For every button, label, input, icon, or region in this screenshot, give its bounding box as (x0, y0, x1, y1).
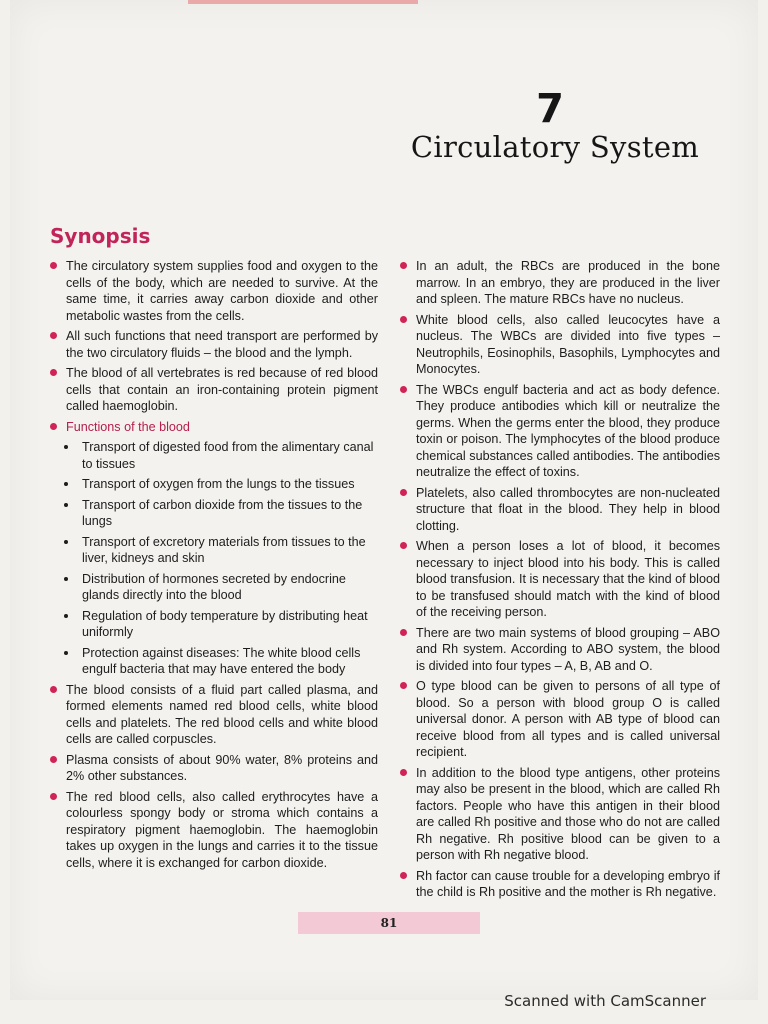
function-list-item (50, 497, 378, 530)
functions-heading (50, 419, 378, 436)
point-text: Regulation of body temperature by distributing heat uniformly (82, 608, 368, 639)
left-column (50, 258, 378, 875)
bullet-icon (50, 793, 57, 800)
point-text: White blood cells, also called leucocytes have a nucleus. The WBCs are divided into five types – Neutrophils, Eosinophils, Basophils, Lymphocytes and Monocytes. (416, 312, 720, 376)
point-text: Functions of the blood (66, 419, 190, 434)
point-text: O type blood can be given to persons of all type of blood. So a person with blood group O is called universal donor. A person with AB type of blood can receive blood from all types and is called universal recipient. (416, 679, 720, 759)
top-edge-mark (188, 0, 418, 4)
synopsis-point (400, 868, 720, 901)
small-bullet-icon (64, 503, 68, 507)
bullet-icon (400, 316, 407, 323)
point-text: The blood of all vertebrates is red because of red blood cells that contain an iron-containing protein pigment called haemoglobin. (66, 366, 378, 413)
point-text: Distribution of hormones secreted by endocrine glands directly into the blood (82, 571, 346, 602)
bullet-icon (400, 769, 407, 776)
bullet-icon (50, 423, 57, 430)
function-list-item (50, 645, 378, 678)
page-number: 81 (298, 912, 480, 934)
small-bullet-icon (64, 577, 68, 581)
bullet-icon (50, 262, 57, 269)
bullet-icon (400, 872, 407, 879)
function-list-item (50, 476, 378, 493)
point-text: Platelets, also called thrombocytes are non-nucleated structure that float in the blood. They help in blood clotting. (416, 485, 720, 533)
chapter-number: 7 (536, 86, 564, 132)
small-bullet-icon (64, 445, 68, 449)
bullet-icon (50, 332, 57, 339)
point-text: Transport of carbon dioxide from the tissues to the lungs (82, 497, 363, 528)
point-text: The red blood cells, also called erythrocytes have a colourless spongy body or stroma which contains a respiratory pigment haemoglobin. The haemoglobin takes up oxygen in the lungs and carries it to the tissue cells, where it is exchanged for carbon dioxide. (66, 789, 378, 870)
point-text: Transport of digested food from the alimentary canal to tissues (82, 440, 374, 471)
point-text: Protection against diseases: The white blood cells engulf bacteria that may have entered the body (82, 645, 361, 676)
function-list-item (50, 534, 378, 567)
synopsis-point (400, 312, 720, 378)
point-text: In an adult, the RBCs are produced in the bone marrow. In an embryo, they are produced in the liver and spleen. The mature RBCs have no nucleus. (416, 259, 720, 306)
small-bullet-icon (64, 540, 68, 544)
function-list-item (50, 571, 378, 604)
bullet-icon (400, 386, 407, 393)
point-text: Transport of excretory materials from tissues to the liver, kidneys and skin (82, 534, 366, 565)
chapter-title: Circulatory System (410, 130, 700, 164)
point-text: Rh factor can cause trouble for a developing embryo if the child is Rh positive and the mother is Rh negative. (416, 868, 720, 899)
point-text: Transport of oxygen from the lungs to the tissues (82, 477, 355, 491)
bullet-icon (400, 629, 407, 636)
bullet-icon (50, 369, 57, 376)
point-text: In addition to the blood type antigens, other proteins may also be present in the blood, which are called Rh factors. People who have this antigen in their blood are called Rh positive and those who do not are called Rh negative. Rh positive blood can be given to a person with Rh negative blood. (416, 765, 720, 862)
small-bullet-icon (64, 651, 68, 655)
synopsis-point (50, 789, 378, 872)
bullet-icon (400, 682, 407, 689)
point-text: The WBCs engulf bacteria and act as body defence. They produce antibodies which kill or neutralize the germs. When the germs enter the blood, they produce toxin or poison. The lymphocytes of the blood produce chemical substances called antibodies. The antibodies neutralize the effect of toxins. (416, 382, 720, 479)
synopsis-point (400, 625, 720, 675)
point-text: The blood consists of a fluid part called plasma, and formed elements named red blood cells, white blood cells and platelets. The red blood cells and white blood cells are called corpuscles. (66, 682, 378, 746)
synopsis-point (400, 678, 720, 761)
synopsis-point (400, 765, 720, 864)
right-column (400, 258, 720, 905)
scanned-page (10, 0, 758, 1000)
small-bullet-icon (64, 614, 68, 618)
bullet-icon (50, 756, 57, 763)
point-text: The circulatory system supplies food and oxygen to the cells of the body, which are needed to survive. At the same time, it carries away carbon dioxide and other metabolic wastes from the cells. (66, 259, 378, 323)
synopsis-point (50, 365, 378, 415)
synopsis-point (50, 328, 378, 361)
function-list-item (50, 439, 378, 472)
synopsis-point (400, 258, 720, 308)
synopsis-point (400, 538, 720, 621)
synopsis-heading: Synopsis (50, 224, 151, 248)
bullet-icon (50, 686, 57, 693)
synopsis-point (50, 258, 378, 324)
bullet-icon (400, 542, 407, 549)
point-text: Plasma consists of about 90% water, 8% proteins and 2% other substances. (66, 752, 378, 783)
small-bullet-icon (64, 482, 68, 486)
point-text: There are two main systems of blood grouping – ABO and Rh system. According to ABO system, the blood is divided into four types – A, B, AB and O. (416, 625, 720, 673)
bullet-icon (400, 262, 407, 269)
synopsis-point (50, 752, 378, 785)
function-list-item (50, 608, 378, 641)
synopsis-point (50, 682, 378, 748)
point-text: All such functions that need transport are performed by the two circulatory fluids – the blood and the lymph. (66, 329, 378, 360)
synopsis-point (400, 382, 720, 481)
synopsis-point (400, 485, 720, 535)
point-text: When a person loses a lot of blood, it becomes necessary to inject blood into his body. This is called blood transfusion. It is necessary that the kind of blood to be transfused should match with the kind of blood of the receiving person. (416, 539, 720, 619)
bullet-icon (400, 489, 407, 496)
scanner-watermark: Scanned with CamScanner (504, 992, 706, 1010)
